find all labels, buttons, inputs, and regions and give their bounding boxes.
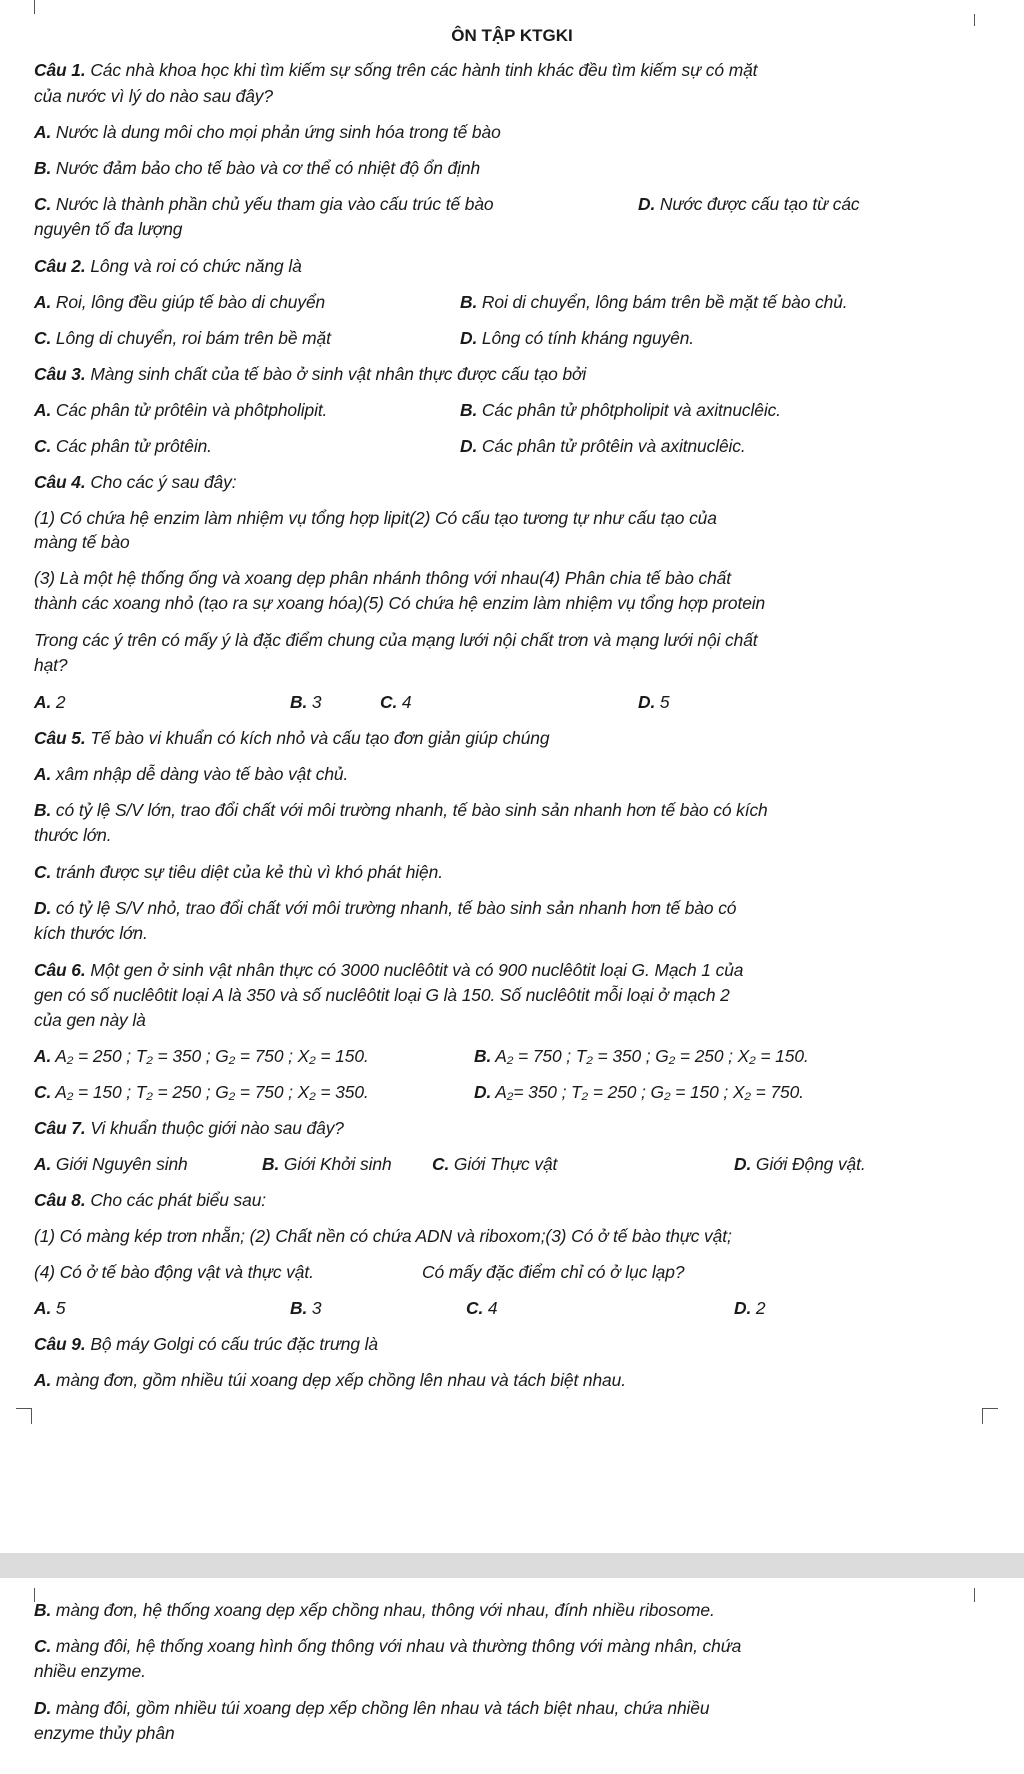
question-label: Câu 9. <box>34 1334 86 1354</box>
q4-ask-cont: hạt? <box>34 655 68 675</box>
option-label: A. <box>34 1370 52 1390</box>
page-2 <box>0 1578 1024 1774</box>
option-text: tránh được sự tiêu diệt của kẻ thù vì khó phát hiện. <box>51 862 443 882</box>
q3-option-a <box>34 400 327 421</box>
option-label: A. <box>34 122 52 142</box>
q7-option-b <box>262 1154 392 1175</box>
option-label: D. <box>460 328 478 348</box>
q4-option-b <box>290 692 322 713</box>
option-label: A. <box>34 1154 52 1174</box>
question-text: Cho các ý sau đây: <box>85 472 237 492</box>
question-label: Câu 4. <box>34 472 86 492</box>
option-text: 5 <box>655 692 670 712</box>
option-label: C. <box>34 328 52 348</box>
q3-option-b <box>460 400 781 421</box>
option-label: A. <box>34 692 52 712</box>
option-text: Giới Khởi sinh <box>279 1154 392 1174</box>
option-text: Roi, lông đều giúp tế bào di chuyển <box>51 292 326 312</box>
option-label: C. <box>466 1298 484 1318</box>
question-label: Câu 1. <box>34 60 86 80</box>
option-label: A. <box>34 292 52 312</box>
option-label: B. <box>290 692 308 712</box>
option-label: D. <box>638 692 656 712</box>
q5-option-a <box>34 764 348 785</box>
option-text: 4 <box>397 692 412 712</box>
q9-option-a <box>34 1370 626 1391</box>
q8-option-a <box>34 1298 66 1319</box>
crop-mark <box>34 0 35 14</box>
q1-option-c <box>34 194 493 215</box>
question-label: Câu 2. <box>34 256 86 276</box>
question-text: Vi khuẩn thuộc giới nào sau đây? <box>85 1118 344 1138</box>
option-text: A₂= 350 ; T₂ = 250 ; G₂ = 150 ; X₂ = 750. <box>495 1082 804 1102</box>
q4-option-a <box>34 692 66 713</box>
q9-option-c <box>34 1636 741 1657</box>
page-title: ÔN TẬP KTGKI <box>451 26 573 45</box>
crop-mark <box>31 1408 32 1424</box>
q2-option-b <box>460 292 848 313</box>
q1-option-b <box>34 158 480 179</box>
q7-option-a <box>34 1154 188 1175</box>
question-7 <box>34 1118 344 1139</box>
q1-option-d-cont: nguyên tố đa lượng <box>34 219 183 239</box>
option-label: A. <box>34 764 52 784</box>
option-text: Các phân tử phôtpholipit và axitnuclêic. <box>477 400 781 420</box>
option-label: C. <box>34 862 52 882</box>
option-label: B. <box>34 1600 52 1620</box>
q8-option-c <box>466 1298 498 1319</box>
question-9 <box>34 1334 378 1355</box>
q6-option-a <box>34 1046 369 1067</box>
question-label: Câu 6. <box>34 960 86 980</box>
option-text: màng đôi, gồm nhiều túi xoang dẹp xếp chồng lên nhau và tách biệt nhau, chứa nhiều <box>51 1698 710 1718</box>
question-3 <box>34 364 586 385</box>
question-6-cont: gen có số nuclêôtit loại A là 350 và số nuclêôtit loại G là 150. Số nuclêôtit mỗi loại ở mạch 2 <box>34 985 730 1005</box>
option-label: D. <box>34 1698 52 1718</box>
option-text: Lông di chuyển, roi bám trên bề mặt <box>51 328 331 348</box>
option-label: C. <box>34 194 52 214</box>
option-text: Giới Động vật. <box>751 1154 866 1174</box>
option-text: 2 <box>751 1298 766 1318</box>
question-4 <box>34 472 236 493</box>
option-text: xâm nhập dễ dàng vào tế bào vật chủ. <box>51 764 349 784</box>
option-text: Giới Nguyên sinh <box>51 1154 188 1174</box>
q1-option-a <box>34 122 501 143</box>
option-label: B. <box>460 400 478 420</box>
crop-mark <box>16 1408 32 1409</box>
option-label: C. <box>432 1154 450 1174</box>
question-6-cont: của gen này là <box>34 1010 146 1030</box>
option-label: A. <box>34 400 52 420</box>
option-text: Các phân tử prôtêin và axitnuclêic. <box>477 436 746 456</box>
q4-statement: (3) Là một hệ thống ống và xoang dẹp phân nhánh thông với nhau(4) Phân chia tế bào chất <box>34 568 731 588</box>
q8-option-d <box>734 1298 766 1319</box>
option-label: B. <box>290 1298 308 1318</box>
q9-option-d <box>34 1698 709 1719</box>
option-text: Nước đảm bảo cho tế bào và cơ thể có nhiệt độ ổn định <box>51 158 481 178</box>
q8-option-b <box>290 1298 322 1319</box>
q4-option-d <box>638 692 670 713</box>
q4-statement-cont: thành các xoang nhỏ (tạo ra sự xoang hóa)(5) Có chứa hệ enzim làm nhiệm vụ tổng hợp protein <box>34 593 766 613</box>
option-label: C. <box>34 1636 52 1656</box>
option-label: D. <box>460 436 478 456</box>
q1-option-d <box>638 194 860 215</box>
q9-option-c-cont: nhiều enzyme. <box>34 1661 146 1681</box>
option-label: B. <box>474 1046 492 1066</box>
option-label: D. <box>734 1154 752 1174</box>
option-label: A. <box>34 1046 52 1066</box>
q7-option-c <box>432 1154 557 1175</box>
option-text: Roi di chuyển, lông bám trên bề mặt tế bào chủ. <box>477 292 848 312</box>
option-label: B. <box>460 292 478 312</box>
option-text: 2 <box>51 692 66 712</box>
q5-option-d-cont: kích thước lớn. <box>34 923 148 943</box>
option-text: có tỷ lệ S/V nhỏ, trao đổi chất với môi trường nhanh, tế bào sinh sản nhanh hơn tế bào có <box>51 898 737 918</box>
question-label: Câu 3. <box>34 364 86 384</box>
option-label: B. <box>262 1154 280 1174</box>
question-text: Lông và roi có chức năng là <box>85 256 302 276</box>
q4-statement-cont: màng tế bào <box>34 532 130 552</box>
option-text: màng đơn, hệ thống xoang dẹp xếp chồng nhau, thông với nhau, đính nhiều ribosome. <box>51 1600 715 1620</box>
option-text: A₂ = 150 ; T₂ = 250 ; G₂ = 750 ; X₂ = 350. <box>55 1082 369 1102</box>
question-text: Bộ máy Golgi có cấu trúc đặc trưng là <box>85 1334 378 1354</box>
option-text: Các phân tử prôtêin và phôtpholipit. <box>51 400 328 420</box>
q2-option-c <box>34 328 331 349</box>
option-text: Các phân tử prôtêin. <box>51 436 212 456</box>
option-label: D. <box>638 194 656 214</box>
question-2 <box>34 256 302 277</box>
q2-option-d <box>460 328 694 349</box>
option-label: A. <box>34 1298 52 1318</box>
q4-statement: (1) Có chứa hệ enzim làm nhiệm vụ tổng hợp lipit(2) Có cấu tạo tương tự như cấu tạo của <box>34 508 717 528</box>
q5-option-c <box>34 862 443 883</box>
option-text: A₂ = 250 ; T₂ = 350 ; G₂ = 750 ; X₂ = 150. <box>55 1046 369 1066</box>
option-text: Nước được cấu tạo từ các <box>655 194 860 214</box>
crop-mark <box>982 1408 998 1409</box>
q4-option-c <box>380 692 412 713</box>
question-label: Câu 8. <box>34 1190 86 1210</box>
option-label: B. <box>34 800 52 820</box>
question-5 <box>34 728 549 749</box>
q8-ask: Có mấy đặc điểm chỉ có ở lục lạp? <box>422 1262 685 1282</box>
q6-option-b <box>474 1046 809 1067</box>
question-label: Câu 7. <box>34 1118 86 1138</box>
q9-option-d-cont: enzyme thủy phân <box>34 1723 175 1743</box>
question-1-cont: của nước vì lý do nào sau đây? <box>34 86 273 106</box>
option-text: A₂ = 750 ; T₂ = 350 ; G₂ = 250 ; X₂ = 150. <box>495 1046 809 1066</box>
q6-option-c <box>34 1082 369 1103</box>
option-label: B. <box>34 158 52 178</box>
question-text: Màng sinh chất của tế bào ở sinh vật nhân thực được cấu tạo bởi <box>85 364 587 384</box>
option-label: D. <box>474 1082 492 1102</box>
q5-option-b-cont: thước lớn. <box>34 825 112 845</box>
option-text: màng đôi, hệ thống xoang hình ống thông với nhau và thường thông với màng nhân, chứa <box>51 1636 742 1656</box>
option-text: Nước là dung môi cho mọi phản ứng sinh hóa trong tế bào <box>51 122 501 142</box>
q2-option-a <box>34 292 325 313</box>
q4-ask: Trong các ý trên có mấy ý là đặc điểm chung của mạng lưới nội chất trơn và mạng lưới nội chất <box>34 630 758 650</box>
question-text: Một gen ở sinh vật nhân thực có 3000 nuclêôtit và có 900 nuclêôtit loại G. Mạch 1 của <box>85 960 744 980</box>
option-label: C. <box>34 436 52 456</box>
question-label: Câu 5. <box>34 728 86 748</box>
option-text: 3 <box>307 692 322 712</box>
q9-option-b <box>34 1600 715 1621</box>
question-text: Cho các phát biểu sau: <box>85 1190 267 1210</box>
option-text: có tỷ lệ S/V lớn, trao đổi chất với môi trường nhanh, tế bào sinh sản nhanh hơn tế bào có kích <box>51 800 768 820</box>
question-text: Các nhà khoa học khi tìm kiếm sự sống trên các hành tinh khác đều tìm kiếm sự có mặt <box>85 60 758 80</box>
question-text: Tế bào vi khuẩn có kích nhỏ và cấu tạo đơn giản giúp chúng <box>85 728 550 748</box>
question-6 <box>34 960 743 981</box>
crop-mark <box>982 1408 983 1424</box>
q8-statement: (1) Có màng kép trơn nhẵn; (2) Chất nền có chứa ADN và riboxom;(3) Có ở tế bào thực vật; <box>34 1226 732 1246</box>
option-label: D. <box>734 1298 752 1318</box>
option-label: D. <box>34 898 52 918</box>
option-text: Giới Thực vật <box>449 1154 558 1174</box>
option-text: Lông có tính kháng nguyên. <box>477 328 694 348</box>
option-label: C. <box>380 692 398 712</box>
option-text: Nước là thành phần chủ yếu tham gia vào cấu trúc tế bào <box>51 194 494 214</box>
option-text: 3 <box>307 1298 322 1318</box>
crop-mark <box>974 14 975 26</box>
option-text: 5 <box>51 1298 66 1318</box>
page-separator <box>0 1553 1024 1578</box>
q7-option-d <box>734 1154 866 1175</box>
q5-option-d <box>34 898 736 919</box>
crop-mark <box>974 1588 975 1602</box>
q3-option-d <box>460 436 746 457</box>
q5-option-b <box>34 800 768 821</box>
question-1 <box>34 60 757 81</box>
q8-statement: (4) Có ở tế bào động vật và thực vật. <box>34 1262 314 1282</box>
option-text: 4 <box>483 1298 498 1318</box>
question-8 <box>34 1190 266 1211</box>
option-text: màng đơn, gồm nhiều túi xoang dẹp xếp chồng lên nhau và tách biệt nhau. <box>51 1370 626 1390</box>
option-label: C. <box>34 1082 52 1102</box>
q6-option-d <box>474 1082 804 1103</box>
q3-option-c <box>34 436 212 457</box>
